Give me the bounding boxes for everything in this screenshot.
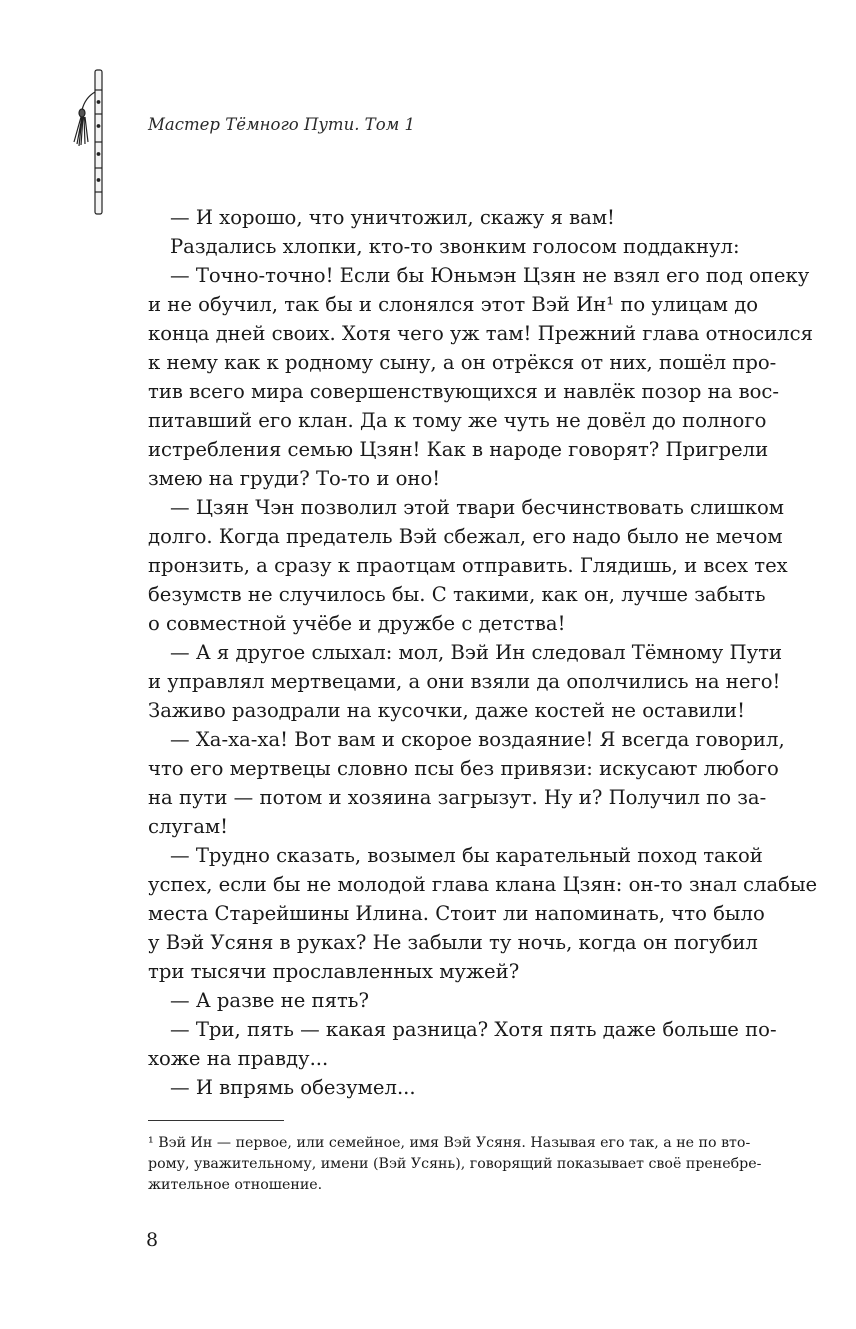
text-line: питавший его клан. Да к тому же чуть не довёл до полного bbox=[148, 409, 767, 432]
text-line: — Трудно сказать, возымел бы карательный поход такой bbox=[170, 844, 763, 867]
text-line: — Точно-точно! Если бы Юньмэн Цзян не взял его под опеку bbox=[170, 264, 810, 287]
text-line: — Ха-ха-ха! Вот вам и скорое воздаяние! Я всегда говорил, bbox=[170, 728, 785, 751]
text-line: что его мертвецы словно псы без привязи: искусают любого bbox=[148, 757, 779, 780]
text-line: змею на груди? То-то и оно! bbox=[148, 467, 441, 490]
text-line: к нему как к родному сыну, а он отрёкся от них, пошёл про- bbox=[148, 351, 777, 374]
text-line: — И впрямь обезумел... bbox=[170, 1076, 416, 1099]
text-line: успех, если бы не молодой глава клана Цзян: он-то знал слабые bbox=[148, 873, 818, 896]
footnote-line: жительное отношение. bbox=[148, 1177, 323, 1193]
running-title: Мастер Тёмного Пути. Том 1 bbox=[148, 115, 416, 134]
text-line: конца дней своих. Хотя чего уж там! Прежний глава относился bbox=[148, 322, 813, 345]
text-line: — И хорошо, что уничтожил, скажу я вам! bbox=[170, 206, 615, 229]
text-line: пронзить, а сразу к праотцам отправить. Глядишь, и всех тех bbox=[148, 554, 788, 577]
text-line: — Цзян Чэн позволил этой твари бесчинствовать слишком bbox=[170, 496, 784, 519]
text-line: Заживо разодрали на кусочки, даже костей не оставили! bbox=[148, 699, 745, 722]
flute-with-tassel-icon bbox=[68, 68, 112, 218]
text-line: хоже на правду... bbox=[148, 1047, 329, 1070]
footnote bbox=[148, 1133, 762, 1196]
text-line: истребления семью Цзян! Как в народе говорят? Пригрели bbox=[148, 438, 769, 461]
page-number: 8 bbox=[146, 1229, 159, 1251]
text-line: места Старейшины Илина. Стоит ли напоминать, что было bbox=[148, 902, 765, 925]
text-line: и управлял мертвецами, а они взяли да ополчились на него! bbox=[148, 670, 781, 693]
footnote-divider bbox=[148, 1120, 284, 1121]
text-line: — А разве не пять? bbox=[170, 989, 369, 1012]
text-line: — Три, пять — какая разница? Хотя пять даже больше по- bbox=[170, 1018, 777, 1041]
footnote-line: ¹ Вэй Ин — первое, или семейное, имя Вэй Усяня. Называя его так, а не по вто- bbox=[148, 1135, 751, 1151]
text-line: слугам! bbox=[148, 815, 229, 838]
text-line: у Вэй Усяня в руках? Не забыли ту ночь, когда он погубил bbox=[148, 931, 758, 954]
footnote-line: рому, уважительному, имени (Вэй Усянь), говорящий показывает своё пренебре- bbox=[148, 1156, 762, 1172]
text-line: Раздались хлопки, кто-то звонким голосом поддакнул: bbox=[170, 235, 740, 258]
text-line: на пути — потом и хозяина загрызут. Ну и? Получил по за- bbox=[148, 786, 767, 809]
text-line: тив всего мира совершенствующихся и навлёк позор на вос- bbox=[148, 380, 780, 403]
text-line: и не обучил, так бы и слонялся этот Вэй Ин¹ по улицам до bbox=[148, 293, 759, 316]
text-line: три тысячи прославленных мужей? bbox=[148, 960, 520, 983]
text-line: о совместной учёбе и дружбе с детства! bbox=[148, 612, 566, 635]
text-line: долго. Когда предатель Вэй сбежал, его надо было не мечом bbox=[148, 525, 783, 548]
body-text bbox=[148, 203, 818, 1102]
text-line: — А я другое слыхал: мол, Вэй Ин следовал Тёмному Пути bbox=[170, 641, 783, 664]
text-line: безумств не случилось бы. С такими, как он, лучше забыть bbox=[148, 583, 766, 606]
